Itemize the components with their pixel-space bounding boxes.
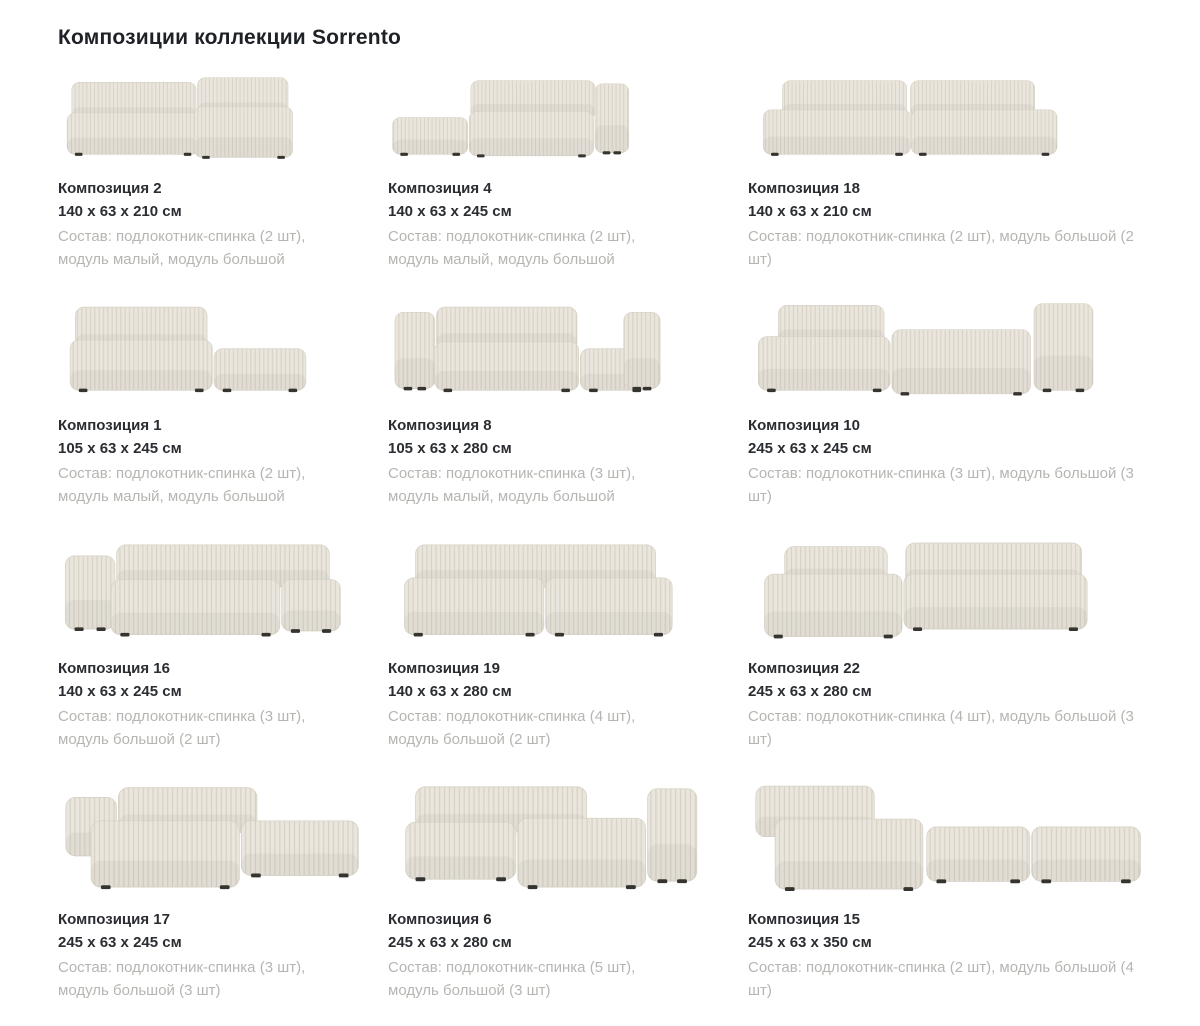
sofa-image xyxy=(58,775,370,893)
composition-name: Композиция 10 xyxy=(748,417,860,434)
composition-card[interactable] xyxy=(388,295,748,532)
sofa-image xyxy=(388,532,730,642)
composition-card[interactable] xyxy=(748,775,1174,1026)
composition-card[interactable] xyxy=(58,70,388,295)
sofa-image xyxy=(388,70,730,162)
composition-name: Композиция 2 xyxy=(58,180,162,197)
composition-name: Композиция 4 xyxy=(388,180,492,197)
composition-dimensions: 245 х 63 х 280 см xyxy=(748,682,872,700)
composition-card[interactable] xyxy=(748,295,1174,532)
composition-structure: Состав: подлокотник-спинка (3 шт), модуль большой (3 шт) xyxy=(748,465,1134,505)
sofa-image xyxy=(58,295,370,399)
composition-name: Композиция 19 xyxy=(388,660,500,677)
composition-card[interactable] xyxy=(388,775,748,1026)
composition-structure: Состав: подлокотник-спинка (2 шт), модуль малый, модуль большой xyxy=(388,228,636,268)
composition-name: Композиция 15 xyxy=(748,911,860,928)
composition-dimensions: 245 х 63 х 350 см xyxy=(748,933,872,951)
sofa-image xyxy=(748,70,1156,162)
composition-card[interactable] xyxy=(388,532,748,775)
composition-structure: Состав: подлокотник-спинка (2 шт), модуль большой (4 шт) xyxy=(748,959,1134,999)
composition-structure: Состав: подлокотник-спинка (2 шт), модуль малый, модуль большой xyxy=(58,228,306,268)
composition-dimensions: 140 х 63 х 210 см xyxy=(748,202,872,220)
composition-name: Композиция 18 xyxy=(748,180,860,197)
composition-card[interactable] xyxy=(748,532,1174,775)
composition-card[interactable] xyxy=(58,295,388,532)
composition-dimensions: 105 х 63 х 245 см xyxy=(58,439,182,457)
sofa-image xyxy=(748,775,1156,893)
composition-structure: Состав: подлокотник-спинка (4 шт), модуль большой (2 шт) xyxy=(388,708,636,748)
composition-name: Композиция 1 xyxy=(58,417,162,434)
composition-structure: Состав: подлокотник-спинка (3 шт), модуль большой (3 шт) xyxy=(58,959,306,999)
sofa-image xyxy=(388,295,730,399)
sofa-image xyxy=(748,295,1156,399)
composition-structure: Состав: подлокотник-спинка (2 шт), модуль малый, модуль большой xyxy=(58,465,306,505)
composition-name: Композиция 17 xyxy=(58,911,170,928)
composition-structure: Состав: подлокотник-спинка (3 шт), модуль большой (2 шт) xyxy=(58,708,306,748)
sofa-image xyxy=(58,532,370,642)
composition-card[interactable] xyxy=(748,70,1174,295)
composition-structure: Состав: подлокотник-спинка (2 шт), модуль большой (2 шт) xyxy=(748,228,1134,268)
composition-dimensions: 105 х 63 х 280 см xyxy=(388,439,512,457)
composition-name: Композиция 16 xyxy=(58,660,170,677)
composition-structure: Состав: подлокотник-спинка (4 шт), модуль большой (3 шт) xyxy=(748,708,1134,748)
composition-dimensions: 245 х 63 х 280 см xyxy=(388,933,512,951)
composition-dimensions: 140 х 63 х 245 см xyxy=(388,202,512,220)
composition-dimensions: 245 х 63 х 245 см xyxy=(748,439,872,457)
sofa-image xyxy=(748,532,1156,642)
composition-structure: Состав: подлокотник-спинка (3 шт), модуль малый, модуль большой xyxy=(388,465,636,505)
sofa-image xyxy=(388,775,730,893)
composition-card[interactable] xyxy=(58,532,388,775)
page-title: Композиции коллекции Sorrento xyxy=(58,26,402,49)
composition-name: Композиция 8 xyxy=(388,417,492,434)
composition-dimensions: 140 х 63 х 245 см xyxy=(58,682,182,700)
composition-name: Композиция 6 xyxy=(388,911,492,928)
composition-card[interactable] xyxy=(58,775,388,1026)
composition-name: Композиция 22 xyxy=(748,660,860,677)
composition-card[interactable] xyxy=(388,70,748,295)
composition-dimensions: 140 х 63 х 280 см xyxy=(388,682,512,700)
composition-dimensions: 245 х 63 х 245 см xyxy=(58,933,182,951)
composition-dimensions: 140 х 63 х 210 см xyxy=(58,202,182,220)
compositions-grid xyxy=(58,70,1200,1026)
composition-structure: Состав: подлокотник-спинка (5 шт), модуль большой (3 шт) xyxy=(388,959,636,999)
sofa-image xyxy=(58,70,370,162)
